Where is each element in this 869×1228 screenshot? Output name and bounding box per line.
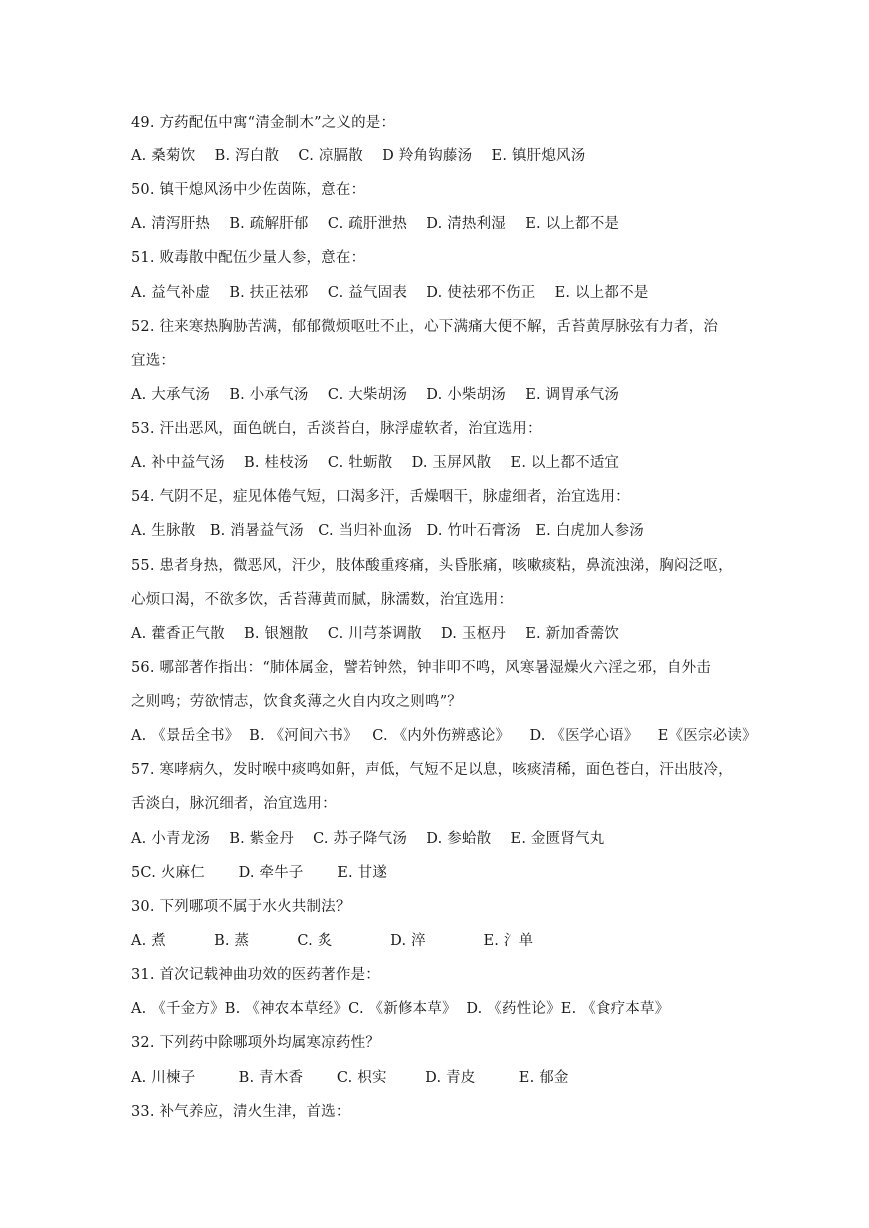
question-52-line-1: 52. 往来寒热胸胁苦满，郁郁微烦呕吐不止，心下满痛大便不解，舌苔黄厚脉弦有力者，治 <box>131 319 719 335</box>
question-51: 51. 败毒散中配伍少量人参，意在： <box>131 250 366 266</box>
question-54: 54. 气阴不足，症见体倦气短，口渴多汗，舌燥咽干，脉虚细者，治宜选用： <box>131 489 630 505</box>
options-56: A. 《景岳全书》 B. 《河间六书》 C. 《内外伤辨惑论》 D. 《医学心语》 E《医宗必读》 <box>131 728 757 744</box>
options-49: A. 桑菊饮 B. 泻白散 C. 凉膈散 D 羚角钩藤汤 E. 镇肝熄风汤 <box>131 148 586 164</box>
question-52-line-2: 宜选： <box>131 353 176 369</box>
question-32: 32. 下列药中除哪项外均属寒凉药性？ <box>131 1035 380 1051</box>
options-30: A. 煮 B. 蒸 C. 炙 D. 淬 E. 氵单 <box>131 933 534 949</box>
options-53: A. 补中益气汤 B. 桂枝汤 C. 牡蛎散 D. 玉屏风散 E. 以上都不适宜 <box>131 455 620 471</box>
options-57: A. 小青龙汤 B. 紫金丹 C. 苏子降气汤 D. 参蛤散 E. 金匮肾气丸 <box>131 831 605 847</box>
question-50: 50. 镇干熄风汤中少佐茵陈，意在： <box>131 182 366 198</box>
options-52: A. 大承气汤 B. 小承气汤 C. 大柴胡汤 D. 小柴胡汤 E. 调胃承气汤 <box>131 387 620 403</box>
options-32: A. 川楝子 B. 青木香 C. 枳实 D. 青皮 E. 郁金 <box>131 1070 569 1086</box>
options-54: A. 生脉散 B. 消暑益气汤 C. 当归补血汤 D. 竹叶石膏汤 E. 白虎加人参汤 <box>131 523 644 539</box>
options-50: A. 清泻肝热 B. 疏解肝郁 C. 疏肝泄热 D. 清热利湿 E. 以上都不是 <box>131 216 620 232</box>
options-55: A. 藿香正气散 B. 银翘散 C. 川芎茶调散 D. 玉枢丹 E. 新加香薷饮 <box>131 626 620 642</box>
question-56-line-1: 56. 哪部著作指出：“肺体属金，譬若钟然，钟非叩不鸣，风寒暑湿燥火六淫之邪，自外击 <box>131 660 711 676</box>
question-55-line-1: 55. 患者身热，微恶风，汗少，肢体酸重疼痛，头昏胀痛，咳嗽痰粘，鼻流浊涕，胸闷泛呕， <box>131 558 733 574</box>
question-30: 30. 下列哪项不属于水火共制法？ <box>131 899 351 915</box>
question-49: 49. 方药配伍中寓“清金制木”之义的是： <box>131 115 396 131</box>
options-fragment: 5C. 火麻仁 D. 牵牛子 E. 甘遂 <box>131 865 388 881</box>
options-51: A. 益气补虚 B. 扶正祛邪 C. 益气固表 D. 使祛邪不伤正 E. 以上都不是 <box>131 285 649 301</box>
question-57-line-2: 舌淡白，脉沉细者，治宜选用： <box>131 796 337 812</box>
question-57-line-1: 57. 寒哮病久，发时喉中痰鸣如鼾，声低，气短不足以息，咳痰清稀，面色苍白，汗出肢冷， <box>131 762 733 778</box>
question-31: 31. 首次记载神曲功效的医药著作是： <box>131 967 380 983</box>
question-56-line-2: 之则鸣；劳欲情志，饮食炙薄之火自内攻之则鸣”？ <box>131 694 463 710</box>
options-31: A. 《千金方》B. 《神农本草经》C. 《新修本草》 D. 《药性论》E. 《食疗本草》 <box>131 1001 670 1017</box>
question-53: 53. 汗出恶风，面色㿠白，舌淡苔白，脉浮虚软者，治宜选用： <box>131 421 542 437</box>
question-33: 33. 补气养应，清火生津，首选： <box>131 1104 351 1120</box>
question-55-line-2: 心烦口渴，不欲多饮，舌苔薄黄而腻，脉濡数，治宜选用： <box>131 592 514 608</box>
